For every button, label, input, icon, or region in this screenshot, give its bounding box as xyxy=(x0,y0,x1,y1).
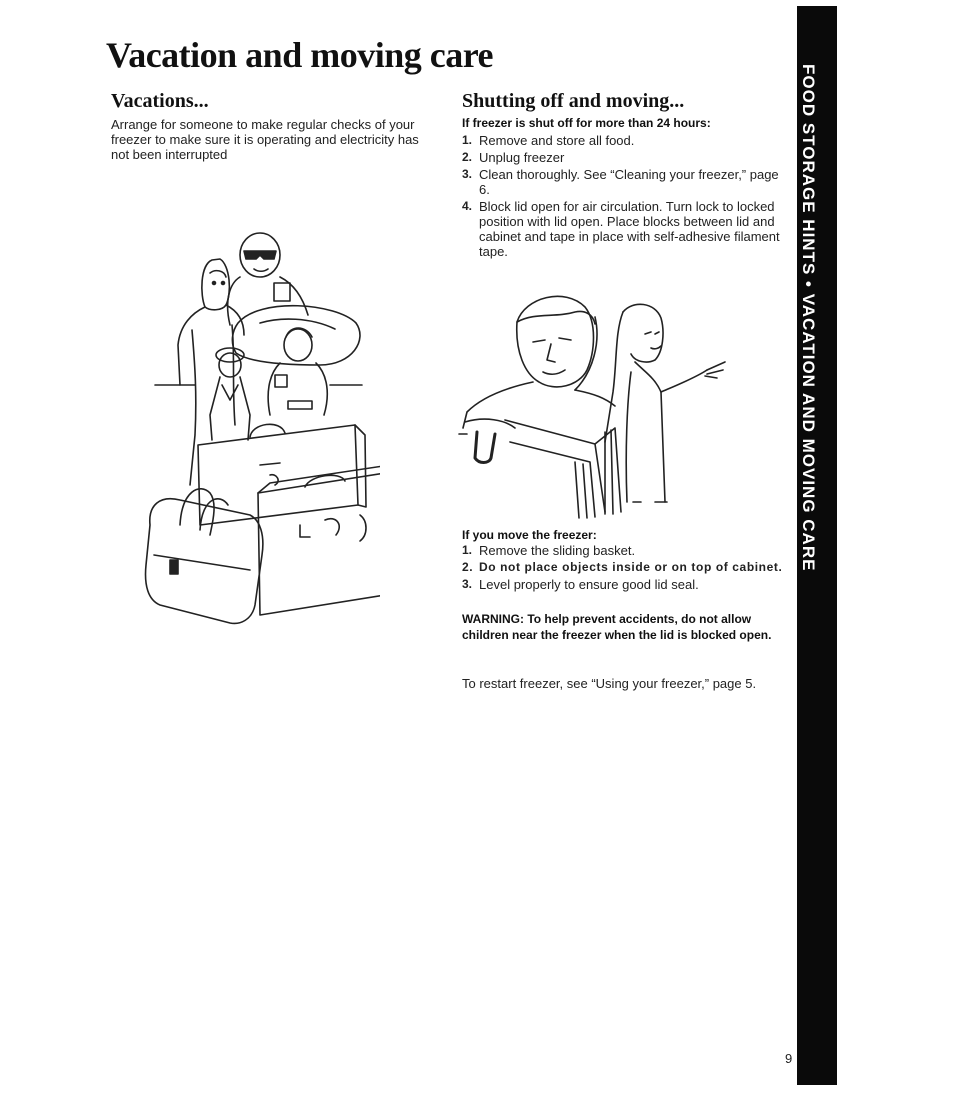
list-item xyxy=(462,543,788,558)
shutting-off-steps xyxy=(462,133,788,261)
warning-text: WARNING: To help prevent accidents, do not allow children near the freezer when the lid is blocked open. xyxy=(462,612,772,642)
shutting-off-heading: Shutting off and moving... xyxy=(462,90,685,112)
section-tab xyxy=(797,6,837,1085)
list-item xyxy=(462,199,788,259)
moving-steps xyxy=(462,543,788,594)
family-luggage-illustration xyxy=(140,225,380,630)
step-number: 4. xyxy=(462,199,473,213)
step-number: 2. xyxy=(462,150,473,164)
shutting-off-subheading: If freezer is shut off for more than 24 hours: xyxy=(462,116,711,130)
restart-note: To restart freezer, see “Using your freezer,” page 5. xyxy=(462,676,757,691)
step-number: 3. xyxy=(462,577,473,591)
moving-subheading: If you move the freezer: xyxy=(462,528,597,542)
step-text: Do not place objects inside or on top of cabinet. xyxy=(479,560,783,574)
list-item xyxy=(462,560,788,575)
step-number: 1. xyxy=(462,543,473,557)
vacations-body: Arrange for someone to make regular checks of your freezer to make sure it is operating and electricity has not been interrupted xyxy=(111,117,419,162)
step-number: 1. xyxy=(462,133,473,147)
page-number: 9 xyxy=(785,1051,793,1066)
step-text: Level properly to ensure good lid seal. xyxy=(479,577,699,592)
step-text: Block lid open for air circulation. Turn lock to locked position with lid open. Place blocks between lid and cabinet and tape in place with self-adhesive filament tape. xyxy=(479,199,780,259)
list-item xyxy=(462,167,788,197)
vacations-heading: Vacations... xyxy=(111,90,209,112)
list-item xyxy=(462,577,788,592)
list-item xyxy=(462,133,788,148)
step-text: Unplug freezer xyxy=(479,150,565,165)
step-number: 3. xyxy=(462,167,473,181)
couple-freezer-illustration xyxy=(455,282,740,522)
step-number: 2. xyxy=(462,560,474,574)
section-tab-label: FOOD STORAGE HINTS • VACATION AND MOVING CARE xyxy=(799,64,818,572)
step-text: Remove the sliding basket. xyxy=(479,543,636,558)
step-text: Remove and store all food. xyxy=(479,133,635,148)
step-text: Clean thoroughly. See “Cleaning your freezer,” page 6. xyxy=(479,167,779,197)
list-item xyxy=(462,150,788,165)
page-title: Vacation and moving care xyxy=(106,35,494,75)
